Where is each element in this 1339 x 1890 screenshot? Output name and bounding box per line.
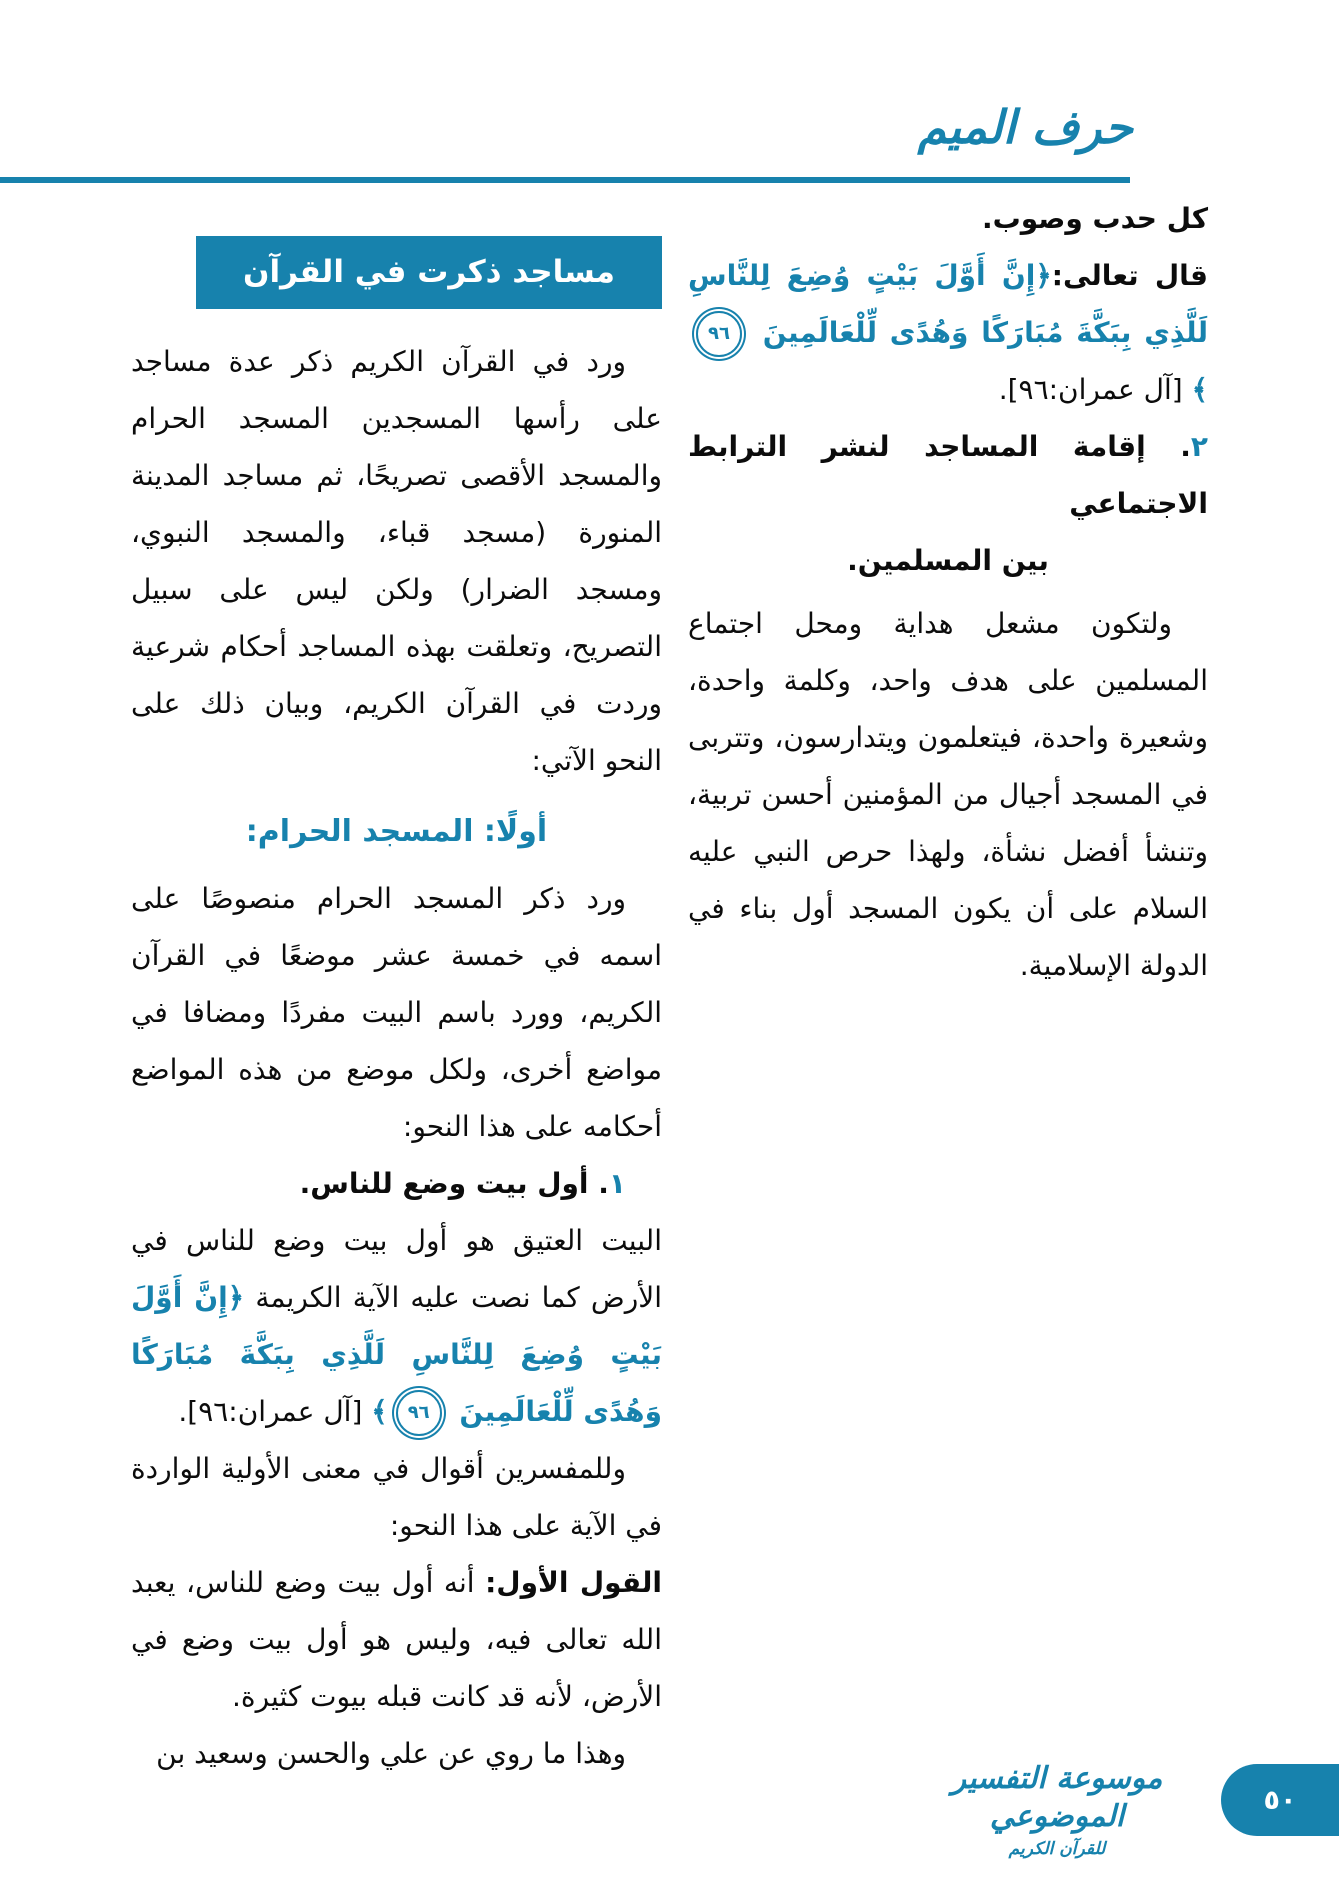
page-number-badge	[1221, 1764, 1339, 1836]
publisher-logo	[917, 1760, 1197, 1860]
verse-paragraph-right	[688, 247, 1208, 418]
qawl-lead: القول الأول:	[485, 1566, 662, 1599]
column-right	[688, 190, 1208, 994]
item-1-title: . أول بيت وضع للناس.	[299, 1167, 609, 1200]
text-columns	[131, 190, 1208, 1782]
item-2-number: ٢	[1190, 430, 1208, 463]
ayah-number-medallion-2: ٩٦	[396, 1390, 442, 1436]
item-1-number: ١	[608, 1167, 626, 1200]
paragraph-3-lead: البيت العتيق هو أول بيت وضع للناس في الأرض كما نصت عليه الآية الكريمة	[131, 1224, 662, 1314]
qawl-text: أنه أول بيت وضع للناس، يعبد الله تعالى فيه، وليس هو أول بيت وضع في الأرض، لأنه قد كانت قبله بيوت كثيرة.	[131, 1566, 662, 1713]
subheading-first-masjid: أولًا: المسجد الحرام:	[245, 814, 548, 849]
verse-paragraph-left	[131, 1212, 662, 1440]
carryover-sentence: كل حدب وصوب.	[981, 202, 1208, 235]
section-title-text: مساجد ذكرت في القرآن	[243, 254, 615, 290]
header-divider-rule	[0, 177, 1130, 183]
column-left	[131, 190, 662, 1782]
qawl-paragraph	[131, 1554, 662, 1725]
chapter-letter-title: حرف الميم	[917, 100, 1133, 154]
quran-verse-text-2: ﴿إِنَّ أَوَّلَ بَيْتٍ وُضِعَ لِلنَّاسِ لَلَّذِي بِبَكَّةَ مُبَارَكًا وَهُدًى لِّلْعَالَمِينَ	[131, 1281, 662, 1428]
page-number: ٥٠	[1263, 1784, 1297, 1816]
body-paragraph-2: ورد ذكر المسجد الحرام منصوصًا على اسمه في خمسة عشر موضعًا في القرآن الكريم، وورد باسم البيت مفردًا ومضافا في مواضع أخرى، ولكل موضع من هذه المواضع أحكامه على هذا النحو:	[131, 882, 662, 1143]
verse-reference: [آل عمران:٩٦].	[998, 373, 1192, 406]
intro-paragraph: ورد في القرآن الكريم ذكر عدة مساجد على رأسها المسجدين المسجد الحرام والمسجد الأقصى تصريحًا، ثم مساجد المدينة المنورة (مسجد قباء، والمسجد النبوي، ومسجد الضرار) ولكن ليس على سبيل التصريح، وتعلقت بهذه المساجد أحكام شرعية وردت في القرآن الكريم، وبيان ذلك على النحو الآتي:	[131, 345, 662, 777]
numbered-item-2-heading-line2: بين المسلمين.	[847, 544, 1049, 577]
body-paragraph-right: ولتكون مشعل هداية ومحل اجتماع المسلمين على هدف واحد، وكلمة واحدة، وشعيرة واحدة، فيتعلمون ويتدارسون، وتتربى في المسجد أجيال من المؤمنين أحسن تربية، وتنشأ أفضل نشأة، ولهذا حرص النبي عليه السلام على أن يكون المسجد أول بناء في الدولة الإسلامية.	[688, 607, 1208, 982]
qala-lead: قال تعالى:	[1051, 259, 1208, 292]
verse-reference-2: [آل عمران:٩٦].	[178, 1395, 372, 1428]
item-2-title: . إقامة المساجد لنشر الترابط الاجتماعي	[688, 430, 1208, 520]
verse-close-bracket-2: ﴾	[371, 1395, 388, 1428]
publisher-logo-line1: موسوعة التفسير الموضوعي	[951, 1761, 1163, 1834]
numbered-item-2-heading	[688, 418, 1208, 532]
numbered-item-1-heading	[131, 1155, 662, 1212]
closing-line: وهذا ما روي عن علي والحسن وسعيد بن	[156, 1737, 626, 1770]
body-paragraph-4: وللمفسرين أقوال في معنى الأولية الواردة في الآية على هذا النحو:	[131, 1452, 662, 1542]
ayah-number-medallion: ٩٦	[696, 311, 742, 357]
publisher-logo-line2: للقرآن الكريم	[1008, 1839, 1106, 1859]
section-title-box	[196, 236, 662, 309]
quran-verse-text: ﴿إِنَّ أَوَّلَ بَيْتٍ وُضِعَ لِلنَّاسِ لَلَّذِي بِبَكَّةَ مُبَارَكًا وَهُدًى لِّلْعَالَمِينَ	[688, 259, 1208, 349]
verse-close-bracket: ﴾	[1191, 373, 1208, 406]
